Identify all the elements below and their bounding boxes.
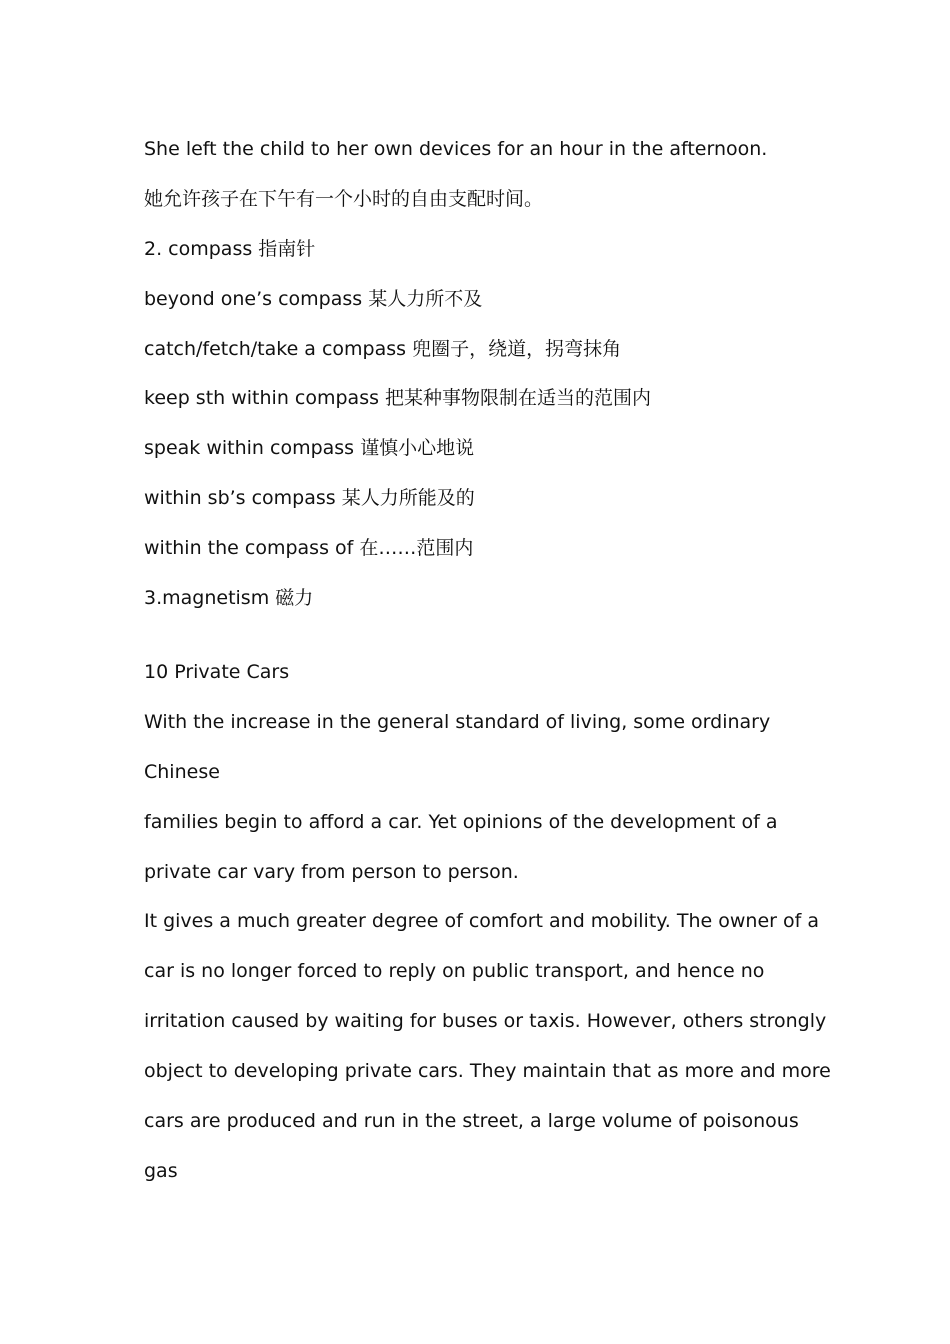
phrase-item: within sb’s compass 某人力所能及的 — [144, 487, 475, 509]
essay-line: With the increase in the general standard of living, some ordinary — [144, 711, 771, 733]
example-sentence-chinese: 她允许孩子在下午有一个小时的自由支配时间。 — [144, 188, 544, 210]
vocab-heading-magnetism: 3.magnetism 磁力 — [144, 587, 314, 609]
essay-line: Chinese — [144, 761, 220, 783]
phrase-item: catch/fetch/take a compass 兜圈子，绕道，拐弯抹角 — [144, 338, 622, 360]
phrase-item: speak within compass 谨慎小心地说 — [144, 437, 475, 459]
essay-line: families begin to afford a car. Yet opinions of the development of a — [144, 811, 778, 833]
essay-line: private car vary from person to person. — [144, 861, 519, 883]
phrase-item: within the compass of 在……范围内 — [144, 537, 474, 559]
example-sentence-english: She left the child to her own devices for an hour in the afternoon. — [144, 138, 768, 160]
essay-line: cars are produced and run in the street, a large volume of poisonous — [144, 1110, 799, 1132]
vocab-heading-compass: 2. compass 指南针 — [144, 238, 316, 260]
essay-line: gas — [144, 1160, 178, 1182]
phrase-item: beyond one’s compass 某人力所不及 — [144, 288, 483, 310]
essay-line: object to developing private cars. They maintain that as more and more — [144, 1060, 831, 1082]
essay-line: car is no longer forced to reply on public transport, and hence no — [144, 960, 765, 982]
section-title: 10 Private Cars — [144, 661, 290, 683]
phrase-item: keep sth within compass 把某种事物限制在适当的范围内 — [144, 387, 652, 409]
essay-line: irritation caused by waiting for buses or taxis. However, others strongly — [144, 1010, 827, 1032]
essay-line: It gives a much greater degree of comfort and mobility. The owner of a — [144, 910, 820, 932]
